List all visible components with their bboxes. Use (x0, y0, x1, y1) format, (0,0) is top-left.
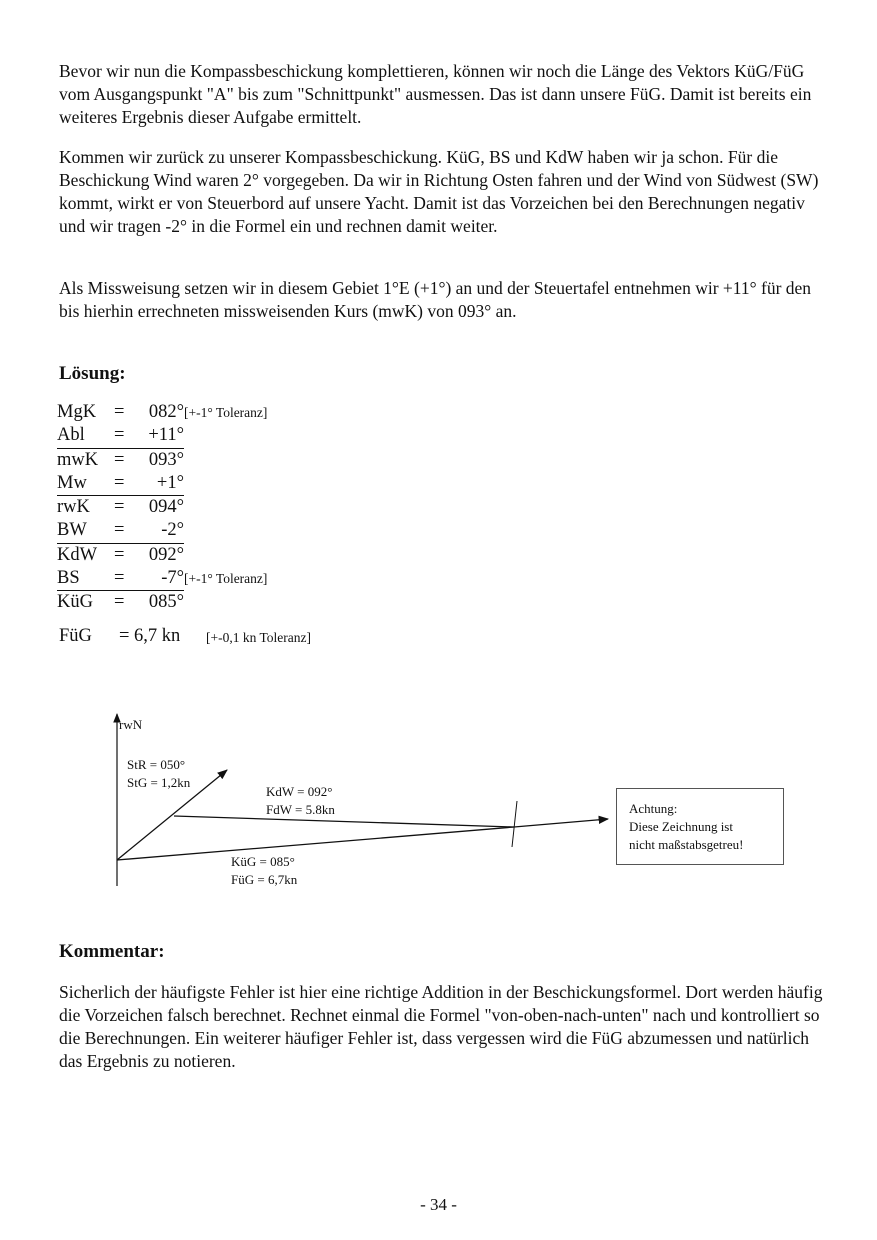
note-line-3: nicht maßstabsgetreu! (629, 837, 744, 852)
calc-value: +11° (140, 424, 184, 448)
calc-label: BS (57, 567, 114, 591)
calc-tolerance (184, 591, 267, 615)
calc-tolerance: [+-1° Toleranz] (184, 405, 268, 420)
calc-tolerance (184, 448, 267, 472)
fdw-label: FdW = 5.8kn (266, 802, 335, 817)
intro-paragraph: Bevor wir nun die Kompassbeschickung komplettieren, können wir noch die Länge des Vektors KüG/FüG vom Ausgangspunkt "A" bis zum "Schnittpunkt" ausmessen. Das ist dann unsere FüG. Damit ist bereits ein weiteres Ergebnis dieser Aufgabe ermittelt. (59, 61, 812, 127)
calc-equals: = (114, 592, 125, 613)
fug-row (59, 626, 312, 647)
fug-value: = 6,7 kn (119, 626, 181, 646)
calc-value: 082° (148, 402, 184, 422)
calc-label: Mw (57, 472, 114, 496)
calc-label: BW (57, 519, 114, 543)
calc-row (57, 519, 267, 543)
calc-tolerance (184, 472, 267, 496)
note-line-1: Achtung: (629, 801, 678, 816)
calc-tolerance (184, 496, 267, 520)
compass-paragraph: Kommen wir zurück zu unserer Kompassbeschickung. KüG, BS und KdW haben wir ja schon. Für die Beschickung Wind waren 2° vorgegeben. Da wir in Richtung Osten fahren und der Wind von Südwest (SW) kommt, wirkt er von Steuerbord auf unsere Yacht. Damit ist das Vorzeichen bei den Berechnungen negativ und wir tragen -2° in die Formel ein und rechnen damit weiter. (59, 147, 819, 236)
kdw-label: KdW = 092° (266, 784, 333, 799)
calc-equals: = (114, 449, 125, 470)
north-label: rwN (119, 717, 143, 732)
stg-label: StG = 1,2kn (127, 775, 191, 790)
calc-row (57, 424, 267, 448)
calc-value: 094° (148, 497, 184, 518)
calc-tolerance (184, 519, 267, 543)
calc-equals: = (114, 497, 125, 518)
calc-equals: = (114, 402, 125, 422)
fug-diagram-label: FüG = 6,7kn (231, 872, 298, 887)
str-label: StR = 050° (127, 757, 186, 772)
calc-label: mwK (57, 449, 99, 470)
calc-label: KüG (57, 592, 93, 613)
calc-value: 093° (148, 449, 184, 470)
intersection-mark (512, 801, 517, 847)
calc-equals: = (114, 519, 140, 543)
calc-row (57, 591, 267, 615)
calc-equals: = (114, 544, 125, 565)
kdw-vector (174, 816, 514, 827)
calc-row (57, 401, 267, 424)
fug-tolerance: [+-0,1 kn Toleranz] (206, 630, 312, 645)
calc-row (57, 496, 267, 520)
calc-value: -2° (140, 519, 184, 543)
calc-value: 085° (148, 592, 184, 613)
calc-tolerance (184, 543, 267, 567)
calc-value: +1° (140, 472, 184, 496)
calc-label: Abl (57, 424, 114, 448)
calc-label: MgK (57, 402, 97, 422)
calc-row (57, 472, 267, 496)
fug-label: FüG (59, 626, 92, 646)
calc-label: KdW (57, 544, 98, 565)
kug-label: KüG = 085° (231, 854, 295, 869)
calc-equals: = (114, 424, 140, 448)
calc-row (57, 567, 267, 591)
note-line-2: Diese Zeichnung ist (629, 819, 733, 834)
current-vector (514, 819, 608, 827)
calc-value: 092° (148, 544, 184, 565)
calc-tolerance: [+-1° Toleranz] (184, 571, 268, 587)
calc-equals: = (114, 567, 140, 591)
calc-label: rwK (57, 497, 90, 518)
commentary-paragraph: Sicherlich der häufigste Fehler ist hier eine richtige Addition in der Beschickungsformel. Dort werden häufig die Vorzeichen falsch berechnet. Rechnet einmal die Formel "von-oben-nach-unten" nach und kontrolliert so die Berechnungen. Ein weiterer häufiger Fehler ist, dass vergessen wird die FüG abzumessen und natürlich das Ergebnis zu notieren. (59, 982, 823, 1071)
kug-vector (117, 827, 514, 860)
scale-warning-note (616, 788, 784, 865)
solution-table (57, 401, 267, 615)
calc-row (57, 448, 267, 472)
calc-value: -7° (140, 567, 184, 591)
solution-heading: Lösung: (59, 363, 126, 384)
variation-paragraph: Als Missweisung setzen wir in diesem Gebiet 1°E (+1°) an und der Steuertafel entnehmen wir +11° für den bis hierhin errechneten missweisenden Kurs (mwK) von 093° an. (59, 278, 812, 321)
calc-equals: = (114, 472, 140, 496)
commentary-heading: Kommentar: (59, 941, 165, 962)
calc-tolerance (184, 424, 267, 448)
page-number: - 34 - (420, 1195, 457, 1214)
calc-row (57, 543, 267, 567)
